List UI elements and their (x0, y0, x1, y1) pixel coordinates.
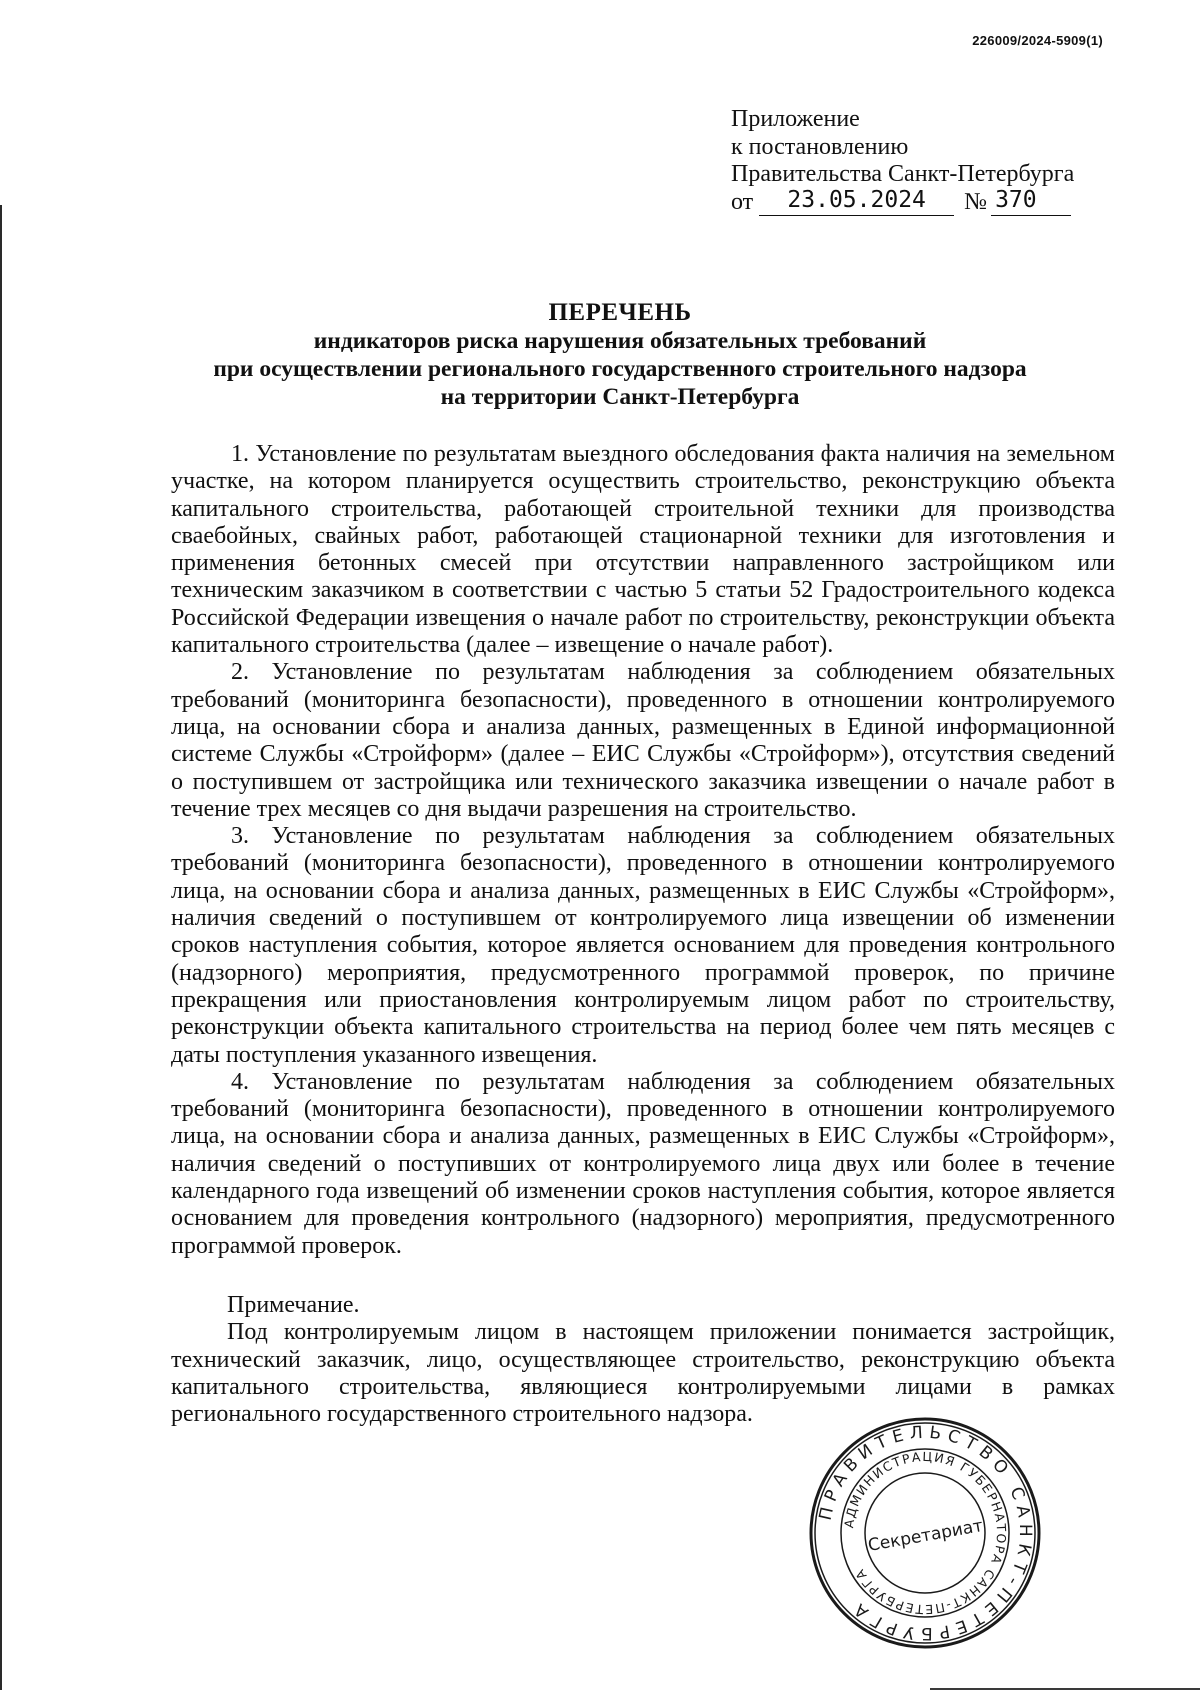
note-heading: Примечание. (227, 1292, 360, 1318)
seal-center-text: Секретариат (866, 1516, 985, 1556)
list-item: 4. Установление по результатам наблюдения за соблюдением обязательных требований (мониторинга безопасности), проведенного в отношении контролируемого лица, на основании сбора и анализа данных, размещенных в ЕИС Службы «Стройформ», наличия сведений о поступивших от контролируемого лица двух или более в течение календарного года извещений об изменении сроков наступления события, которое является основанием для проведения контрольного (надзорного) мероприятия, предусмотренного программой проверок. (171, 1068, 1115, 1259)
date-value: 23.05.2024 (787, 187, 926, 213)
note-text: Под контролируемым лицом в настоящем приложении понимается застройщик, технический заказчик, лицо, осуществляющее строительство, реконструкцию объекта капитального строительства, являющиеся контролируемыми лицами в рамках регионального государственного строительного надзора. (171, 1319, 1115, 1428)
seal-outer-text: ПРАВИТЕЛЬСТВО САНКТ-ПЕТЕРБУРГА (815, 1422, 1036, 1644)
document-title (120, 299, 1120, 411)
list-item: 3. Установление по результатам наблюдения за соблюдением обязательных требований (мониторинга безопасности), проведенного в отношении контролируемого лица, на основании сбора и анализа данных, размещенных в ЕИС Службы «Стройформ», наличия сведений о поступившем от контролируемого лица извещении об изменении сроков наступления события, которое является основанием для проведения контрольного (надзорного) мероприятия, предусмотренного программой проверок, по причине прекращения или приостановления контролируемым лицом работ по строительству, реконструкции объекта капитального строительства на период более чем пять месяцев с даты поступления указанного извещения. (171, 823, 1115, 1068)
title-main: ПЕРЕЧЕНЬ (548, 299, 692, 326)
appendix-line-3: Правительства Санкт-Петербурга (731, 161, 1075, 187)
document-id: 226009/2024-5909(1) (972, 33, 1103, 48)
date-prefix: от (731, 188, 754, 215)
seal-inner-text: АДМИНИСТРАЦИЯ ГУБЕРНАТОРА САНКТ-ПЕТЕРБУРГА (841, 1448, 1010, 1618)
title-line-3: при осуществлении регионального государственного строительного надзора (213, 356, 1027, 382)
official-seal (807, 1415, 1043, 1651)
title-line-4: на территории Санкт-Петербурга (440, 384, 800, 410)
appendix-line-1: Приложение (731, 106, 860, 132)
appendix-header (731, 106, 1131, 219)
number-value: 370 (995, 187, 1037, 213)
indicators-list (171, 441, 1115, 1260)
number-field (991, 189, 1071, 216)
scan-edge-left (0, 205, 2, 1690)
number-label: № (964, 188, 988, 215)
list-item: 2. Установление по результатам наблюдения за соблюдением обязательных требований (мониторинга безопасности), проведенного в отношении контролируемого лица, на основании сбора и анализа данных, размещенных в Единой информационной системе Службы «Стройформ» (далее – ЕИС Службы «Стройформ»), отсутствия сведений о поступившем от застройщика или технического заказчика извещении о начале работ в течение трех месяцев со дня выдачи разрешения на строительство. (171, 659, 1115, 822)
list-item: 1. Установление по результатам выездного обследования факта наличия на земельном участке, на котором планируется осуществить строительство, реконструкцию объекта капитального строительства, работающей строительной техники для производства сваебойных, свайных работ, работающей стационарной техники для изготовления и применения бетонных смесей при отсутствии направленного застройщиком или техническим заказчиком в соответствии с частью 5 статьи 52 Градостроительного кодекса Российской Федерации извещения о начале работ по строительству, реконструкции объекта капитального строительства (далее – извещение о начале работ). (171, 441, 1115, 659)
title-line-2: индикаторов риска нарушения обязательных требований (313, 328, 927, 354)
date-field (759, 189, 954, 216)
appendix-date-number-row (731, 189, 1131, 219)
note-section (171, 1292, 1115, 1428)
appendix-line-2: к постановлению (731, 133, 909, 160)
seal-icon (807, 1415, 1043, 1651)
